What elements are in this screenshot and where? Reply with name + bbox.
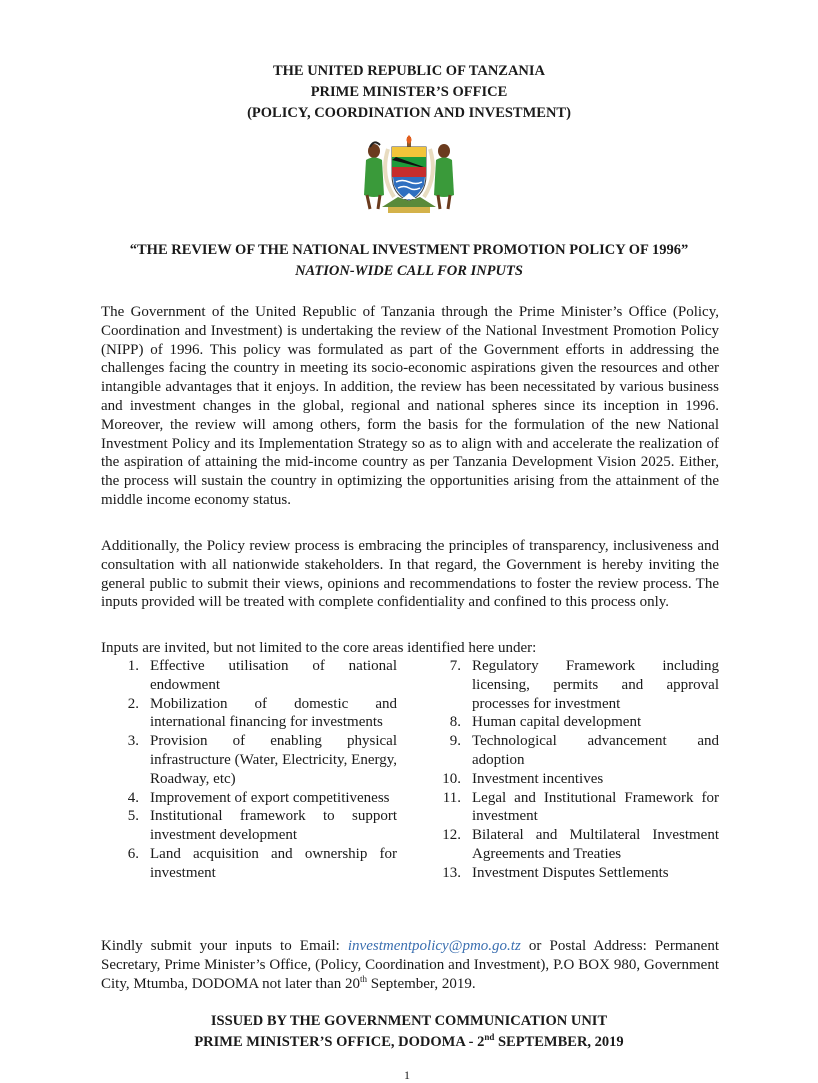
submission-lead: Kindly submit your inputs to Email:	[101, 938, 348, 954]
submission-instructions	[101, 937, 719, 993]
list-item: 5. Institutional framework to support investment development	[127, 808, 397, 844]
paragraph-intro: The Government of the United Republic of Tanzania through the Prime Minister’s Office (Policy, Coordination and Investment) is undertaking the review of the National Investment Promotion Policy (NIPP) of 1996. This policy was formulated as part of the Government efforts in addressing the challenges facing the country in meeting its socio-economic aspirations given the resources and other intangible advantages that it enjoys. In addition, the review has been necessitated by various business and investment changes in the global, regional and national spheres since its inception in 1996. Moreover, the review will among others, form the basis for the formulation of the new National Investment Policy and its Implementation Strategy so as to align with and accelerate the realization of the aspiration of attaining the mid-income country as per Tanzania Development Vision 2025. Either, the process will sustain the country in optimizing the opportunities arising from the attainment of the middle income economy status.	[101, 304, 719, 508]
header-department: (POLICY, COORDINATION AND INVESTMENT)	[247, 105, 571, 121]
header-country: THE UNITED REPUBLIC OF TANZANIA	[272, 63, 546, 79]
title-subtitle: NATION-WIDE CALL FOR INPUTS	[295, 263, 523, 279]
list-item: 4. Improvement of export competitiveness	[127, 789, 390, 806]
list-item: 12. Bilateral and Multilateral Investment Agreements and Treaties	[442, 827, 719, 862]
submission-deadline: September, 2019.	[367, 975, 476, 992]
document-title	[0, 240, 818, 282]
list-item: 3. Provision of enabling physical infrastructure (Water, Electricity, Energy, Roadway, etc)	[127, 733, 397, 787]
footer-issuer: ISSUED BY THE GOVERNMENT COMMUNICATION UNIT	[210, 1013, 608, 1029]
list-item: 10. Investment incentives	[442, 770, 604, 787]
document-footer	[0, 1011, 818, 1053]
date-superscript: th	[360, 973, 368, 984]
core-areas-right-list	[423, 657, 719, 883]
title-main: “THE REVIEW OF THE NATIONAL INVESTMENT PROMOTION POLICY OF 1996”	[129, 242, 689, 258]
list-item: 2. Mobilization of domestic and international financing for investments	[127, 695, 397, 731]
coat-of-arms-icon	[358, 135, 460, 217]
list-item: 6. Land acquisition and ownership for investment	[127, 845, 397, 881]
list-item: 8. Human capital development	[449, 714, 642, 731]
footer-date-line: PRIME MINISTER’S OFFICE, DODOMA - 2nd SEPTEMBER, 2019	[194, 1032, 624, 1050]
submission-address: or Postal Address: Permanent Secretary, Prime Minister’s Office, (Policy, Coordination and Investment), P.O BOX 980, Government City, Mtumba, DODOMA not later than 20	[101, 938, 719, 992]
header-office: PRIME MINISTER’S OFFICE	[310, 84, 508, 100]
document-header	[0, 61, 818, 124]
paragraph-transparency: Additionally, the Policy review process is embracing the principles of transparency, inclusiveness and consultation with all nationwide stakeholders. In that regard, the Government is hereby inviting the general public to submit their views, opinions and recommendations to foster the review process. The inputs provided will be treated with complete confidentiality and confined to this process only.	[101, 538, 719, 611]
email-link[interactable]: investmentpolicy@pmo.go.tz	[347, 938, 521, 954]
list-item: 1. Effective utilisation of national endowment	[127, 658, 397, 693]
list-item: 9. Technological advancement and adoption	[449, 733, 719, 768]
core-areas-left-list	[101, 657, 397, 883]
list-item: 11. Legal and Institutional Framework for investment	[442, 789, 719, 825]
page-number: 1	[404, 1068, 410, 1082]
list-item: 13. Investment Disputes Settlements	[442, 864, 669, 881]
paragraph-areas-intro: Inputs are invited, but not limited to the core areas identified here under:	[101, 640, 537, 656]
list-item: 7. Regulatory Framework including licensing, permits and approval processes for investment	[449, 658, 719, 712]
